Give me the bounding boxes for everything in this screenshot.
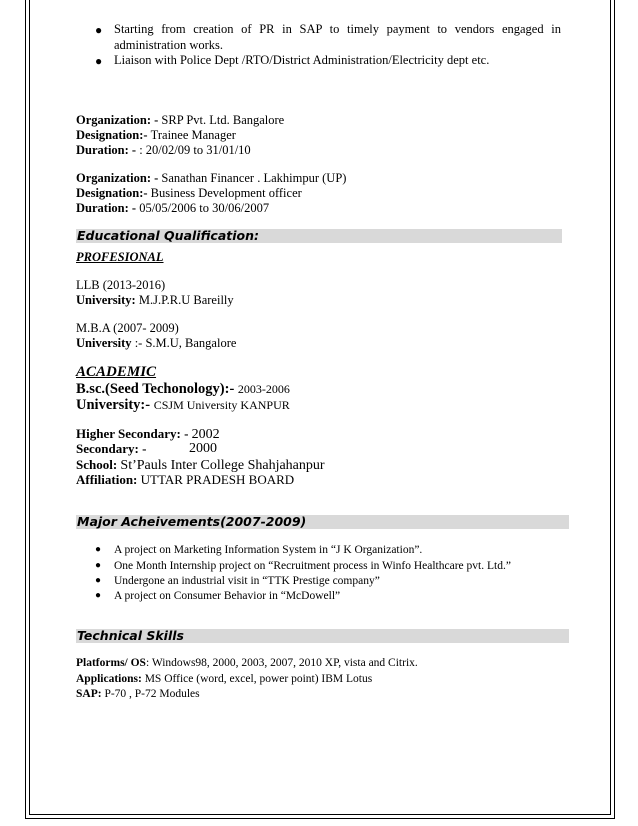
secondary-year: 2000	[189, 441, 217, 456]
skills-platforms: Platforms/ OS: Windows98, 2000, 2003, 2007, 2010 XP, vista and Citrix.	[76, 657, 418, 669]
school: School: St’Pauls Inter College Shahjahanpur	[76, 457, 325, 473]
mba-university: University :- S.M.U, Bangalore	[76, 336, 237, 350]
skills-sap: SAP: P-70 , P-72 Modules	[76, 688, 200, 700]
bsc-university: University:- CSJM University KANPUR	[76, 397, 290, 413]
affiliation: Affiliation: UTTAR PRADESH BOARD	[76, 472, 295, 487]
bullet-icon: ●	[95, 590, 102, 601]
mba-degree: M.B.A (2007- 2009)	[76, 321, 179, 335]
experience-2-duration: Duration: - 05/05/2006 to 30/06/2007	[76, 201, 270, 215]
professional-title: PROFESIONAL	[76, 250, 164, 264]
achievements-heading: Major Acheivements(2007-2009)	[77, 514, 307, 529]
achievement-item: One Month Internship project on “Recruitment process in Winfo Healthcare pvt. Ltd.”	[114, 560, 511, 572]
bsc-degree: B.sc.(Seed Techonology):- 2003-2006	[76, 381, 290, 397]
experience-1-organization: Organization: - SRP Pvt. Ltd. Bangalore	[76, 113, 285, 127]
bullet-icon: ●	[95, 560, 102, 571]
experience-2-designation: Designation:- Business Development officer	[76, 186, 302, 200]
bullet-icon: ●	[95, 23, 103, 37]
skills-heading: Technical Skills	[77, 628, 184, 643]
llb-degree: LLB (2013-2016)	[76, 278, 166, 292]
skills-applications: Applications: MS Office (word, excel, power point) IBM Lotus	[76, 673, 373, 685]
higher-secondary: Higher Secondary: - 2002	[76, 426, 220, 442]
experience-1-designation: Designation:- Trainee Manager	[76, 128, 236, 142]
bullet-icon: ●	[95, 544, 102, 555]
experience-1-duration: Duration: - : 20/02/09 to 31/01/10	[76, 143, 251, 157]
secondary: Secondary: -	[76, 441, 147, 456]
achievement-item: A project on Consumer Behavior in “McDowell”	[114, 590, 341, 602]
education-heading: Educational Qualification:	[77, 228, 260, 243]
duty-bullet-1-line1: Starting from creation of PR in SAP to timely payment to vendors engaged in	[114, 22, 561, 36]
academic-title: ACADEMIC	[76, 364, 157, 380]
llb-university: University: M.J.P.R.U Bareilly	[76, 293, 234, 307]
duty-bullet-2: Liaison with Police Dept /RTO/District Administration/Electricity dept etc.	[114, 53, 490, 67]
duty-bullet-1-line2: administration works.	[114, 38, 224, 52]
experience-2-organization: Organization: - Sanathan Financer . Lakhimpur (UP)	[76, 171, 347, 185]
bullet-icon: ●	[95, 54, 103, 68]
bullet-icon: ●	[95, 575, 102, 586]
achievement-item: Undergone an industrial visit in “TTK Prestige company”	[114, 575, 380, 587]
achievement-item: A project on Marketing Information System in “J K Organization”.	[114, 544, 423, 556]
